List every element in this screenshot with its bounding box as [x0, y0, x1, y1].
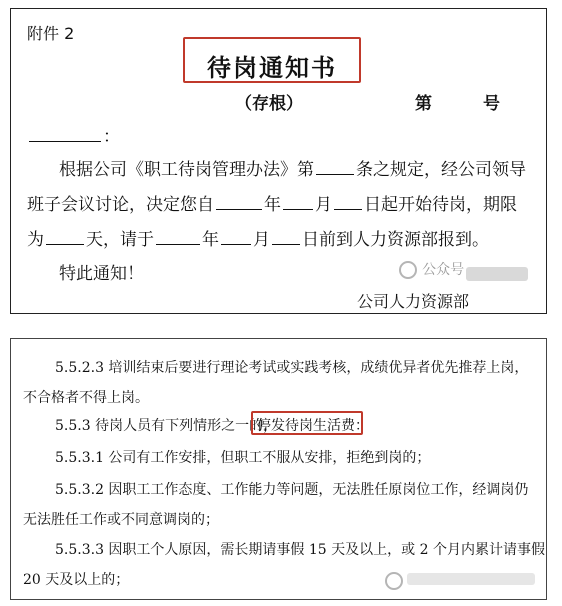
notice-stub-panel — [10, 8, 547, 314]
closing-text: 特此通知！ — [59, 264, 144, 284]
stop-allowance-text: 停发待岗生活费： — [257, 418, 369, 434]
p3-text-b: 天，请于 — [86, 230, 154, 250]
start-year-blank — [216, 208, 262, 210]
clause-5-5-3-3: 5.5.3.3 因职工个人原因，需长期请事假 15 天及以上，或 2 个月内累计请事假 — [55, 542, 545, 558]
clause-5-5-2-3-cont: 不合格者不得上岗。 — [23, 390, 149, 406]
clause-5-5-3-3-cont: 20 天及以上的； — [23, 572, 130, 588]
paragraph-line-3 — [27, 225, 489, 250]
paragraph-line-2 — [27, 190, 517, 215]
watermark-text: 公众号 — [422, 262, 465, 278]
stub-label: （存根） — [235, 94, 303, 114]
document-title: 待岗通知书 — [207, 53, 337, 82]
start-month-blank — [283, 208, 313, 210]
report-month-blank — [221, 243, 251, 245]
regulation-excerpt-panel — [10, 338, 547, 600]
wechat-icon — [399, 261, 417, 279]
p2-text-d: 日起开始待岗，期限 — [364, 195, 517, 215]
number-label: 第 — [415, 94, 432, 114]
blurred-account-name — [466, 267, 528, 281]
clause-5-5-2-3: 5.5.2.3 培训结束后要进行理论考试或实践考核，成绩优异者优先推荐上岗， — [55, 360, 529, 376]
p1-text-b: 条之规定，经公司领导 — [356, 160, 526, 180]
paragraph-line-1 — [59, 155, 526, 180]
p3-text-a: 为 — [27, 230, 44, 250]
addressee-blank — [29, 140, 101, 142]
p2-text-a: 班子会议讨论，决定您自 — [27, 195, 214, 215]
p1-text-a: 根据公司《职工待岗管理办法》第 — [59, 160, 314, 180]
highlight-box — [251, 411, 369, 435]
clause-5-5-3-1: 5.5.3.1 公司有工作安排，但职工不服从安排，拒绝到岗的； — [55, 450, 431, 466]
wechat-watermark-2 — [385, 570, 403, 590]
attachment-label: 附件 2 — [27, 24, 75, 43]
signature-text: 公司人力资源部 — [357, 292, 470, 311]
report-year-blank — [156, 243, 200, 245]
clause-5-5-3-2-cont: 无法胜任工作或不同意调岗的； — [23, 512, 219, 528]
p2-year: 年 — [264, 195, 281, 215]
report-day-blank — [272, 243, 300, 245]
wechat-watermark — [399, 259, 464, 279]
wechat-icon — [385, 572, 403, 590]
number-suffix: 号 — [483, 94, 500, 114]
article-blank — [316, 173, 354, 175]
clause-5-5-3-2: 5.5.3.2 因职工工作态度、工作能力等问题，无法胜任原岗位工作，经调岗仍 — [55, 482, 529, 498]
p3-month: 月 — [253, 230, 270, 250]
duration-blank — [46, 243, 84, 245]
blurred-account-name — [407, 573, 535, 585]
p2-month: 月 — [315, 195, 332, 215]
addressee-line — [27, 122, 120, 147]
p3-year: 年 — [202, 230, 219, 250]
p3-text-e: 日前到人力资源部报到。 — [302, 230, 489, 250]
title-highlight-box — [183, 37, 361, 83]
clause-5-5-3: 5.5.3 待岗人员有下列情形之一的， — [55, 418, 278, 434]
addressee-colon: ： — [103, 127, 120, 147]
start-day-blank — [334, 208, 362, 210]
